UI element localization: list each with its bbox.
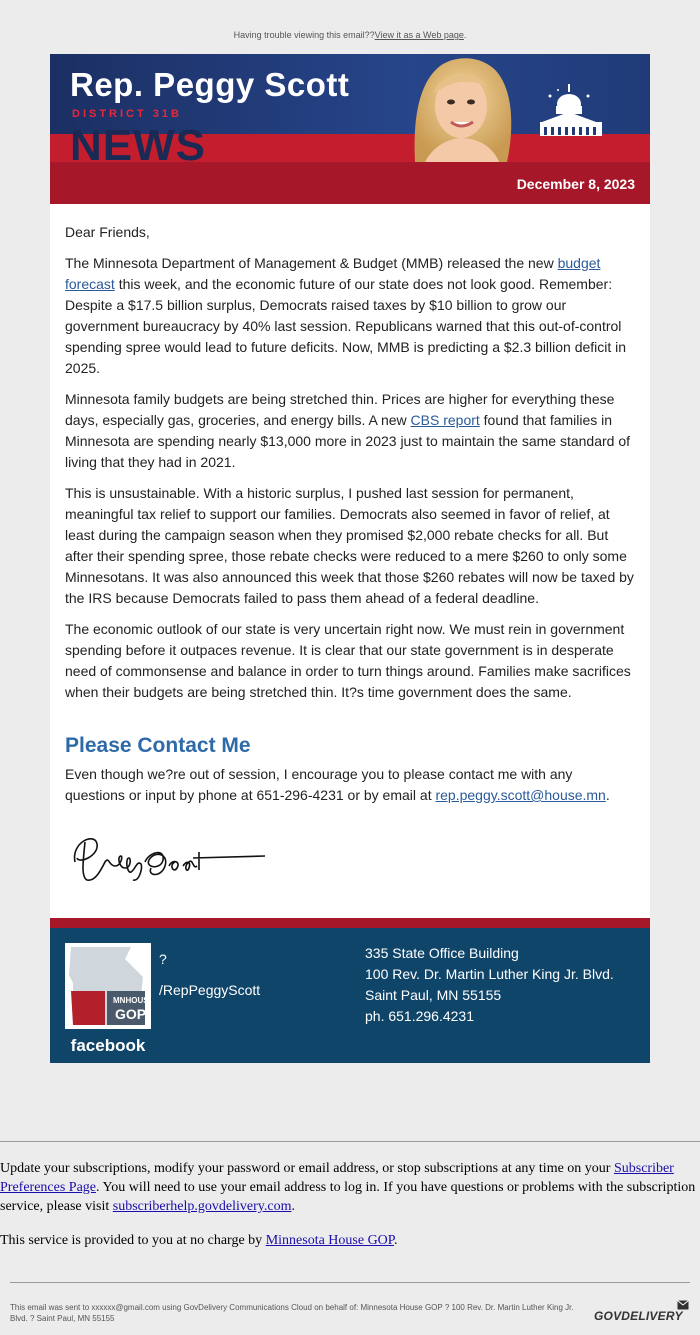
newsletter-date: December 8, 2023 [516, 176, 635, 192]
newsletter-banner [50, 54, 650, 204]
paragraph-2-text-a: Minnesota family budgets are being stretched thin. Prices are higher for everything these days, especially gas, groceries, and energy bills. A new [65, 391, 615, 428]
signature-image [65, 822, 265, 892]
trouble-text: Having trouble viewing this email?? [233, 30, 375, 40]
letter-body [50, 204, 650, 918]
address-line-2: 100 Rev. Dr. Martin Luther King Jr. Blvd. [365, 966, 614, 982]
office-address [365, 943, 614, 1027]
service-text-a: This service is provided to you at no charge by [0, 1233, 266, 1248]
trouble-viewing-note [0, 30, 700, 40]
newsletter-card [50, 54, 650, 1063]
trouble-suffix: . [463, 30, 467, 40]
contact-text: Even though we?re out of session, I encourage you to please contact me with any questions or input by phone at 651-296-4231 or by email at [65, 766, 573, 803]
divider-bottom [10, 1282, 690, 1283]
contact-suffix: . [605, 787, 610, 803]
greeting: Dear Friends, [65, 224, 150, 240]
service-text-b: . [394, 1233, 398, 1248]
paragraph-4: The economic outlook of our state is very uncertain right now. We must rein in government spending before it outpaces revenue. It is clear that our state government is in desperate need of commonsense and balance in order to turn things around. Families make sacrifices when their budgets are being stretched thin. It?s time government does the same. [65, 621, 631, 700]
envelope-icon [677, 1300, 689, 1310]
mn-house-gop-logo [65, 943, 151, 1029]
facebook-label: facebook [70, 1036, 146, 1055]
paragraph-3: This is unsustainable. With a historic surplus, I pushed last session for permanent, meaningful tax relief to support our families. Democrats also seemed in favor of relief, at least during the campaign season when they promised $2,000 rebate checks for all. But after their spending spree, those rebate checks were reduced to a mere $260 to only some Minnesotans. It was also announced this week that those $260 rebates will now be taxed by the IRS because Democrats failed to pass them ahead of a federal deadline. [65, 485, 634, 606]
web-page-link[interactable]: View it as a Web page [374, 30, 464, 40]
subscription-paragraph [0, 1159, 700, 1216]
address-line-1: 335 State Office Building [365, 945, 519, 961]
paragraph-1 [65, 253, 635, 379]
paragraph-1-text-a: The Minnesota Department of Management & Budget (MMB) released the new [65, 255, 558, 271]
subscription-notice [0, 1159, 700, 1265]
paragraph-2 [65, 389, 635, 473]
subs-text-b: . You will need to use your email address to log in. If you have questions or problems with the subscription service, please visit [0, 1180, 696, 1214]
paragraph-1-text-b: this week, and the economic future of our state does not look good. Remember: Despite a $17.5 billion surplus, Democrats raised taxes by $10 billion to grow our government bureaucracy by 40% last session. Republicans warned that this out-of-control spending spree would lead to future deficits. Now, MMB is predicting a $2.3 billion deficit in 2025. [65, 276, 627, 376]
newsletter-footer [50, 928, 650, 1063]
phone-line: ph. 651.296.4231 [365, 1008, 474, 1024]
address-line-3: Saint Paul, MN 55155 [365, 987, 502, 1003]
subscriber-preferences-link[interactable]: Subscriber Preferences Page [0, 1161, 674, 1195]
banner-district: DISTRICT 31B [72, 108, 182, 120]
logo-text-mnhouse: MNHOUSE [113, 996, 151, 1005]
email-link[interactable]: rep.peggy.scott@house.mn [435, 787, 606, 803]
social-block [159, 944, 260, 1006]
banner-rep-name: Rep. Peggy Scott [70, 66, 350, 103]
minnesota-house-gop-link[interactable]: Minnesota House GOP [265, 1233, 395, 1248]
subscriber-help-link[interactable]: subscriberhelp.govdelivery.com [112, 1199, 292, 1214]
banner-news-title: NEWS [70, 121, 206, 170]
subs-text-a: Update your subscriptions, modify your password or email address, or stop subscriptions at any time on your [0, 1161, 614, 1176]
facebook-button[interactable] [65, 943, 151, 1055]
budget-forecast-link[interactable]: budget forecast [65, 255, 601, 292]
portrait-image [395, 54, 525, 162]
cbs-report-link[interactable]: CBS report [410, 412, 480, 428]
paragraph-2-text-b: found that families in Minnesota are spending nearly $13,000 more in 2023 just to maintain the same standard of living that they had in 2021. [65, 412, 631, 470]
facebook-handle[interactable]: /RepPeggyScott [159, 982, 261, 998]
govdelivery-logo[interactable]: GOVDELIVERY [594, 1309, 683, 1323]
social-question-mark: ? [159, 951, 167, 967]
legal-text: This email was sent to xxxxxx@gmail.com using GovDelivery Communications Cloud on behalf of: Minnesota House GOP ? 100 Rev. Dr. Martin Luther King Jr. Blvd. ? Saint Paul, MN 55155 [10, 1303, 574, 1323]
contact-paragraph [65, 764, 635, 806]
service-paragraph [0, 1231, 700, 1250]
subs-text-c: . [291, 1199, 295, 1214]
divider-top [0, 1141, 700, 1142]
capitol-icon [538, 82, 604, 138]
logo-text-gop: GOP [115, 1006, 147, 1022]
footer-red-band [50, 918, 650, 928]
contact-heading: Please Contact Me [65, 734, 251, 757]
